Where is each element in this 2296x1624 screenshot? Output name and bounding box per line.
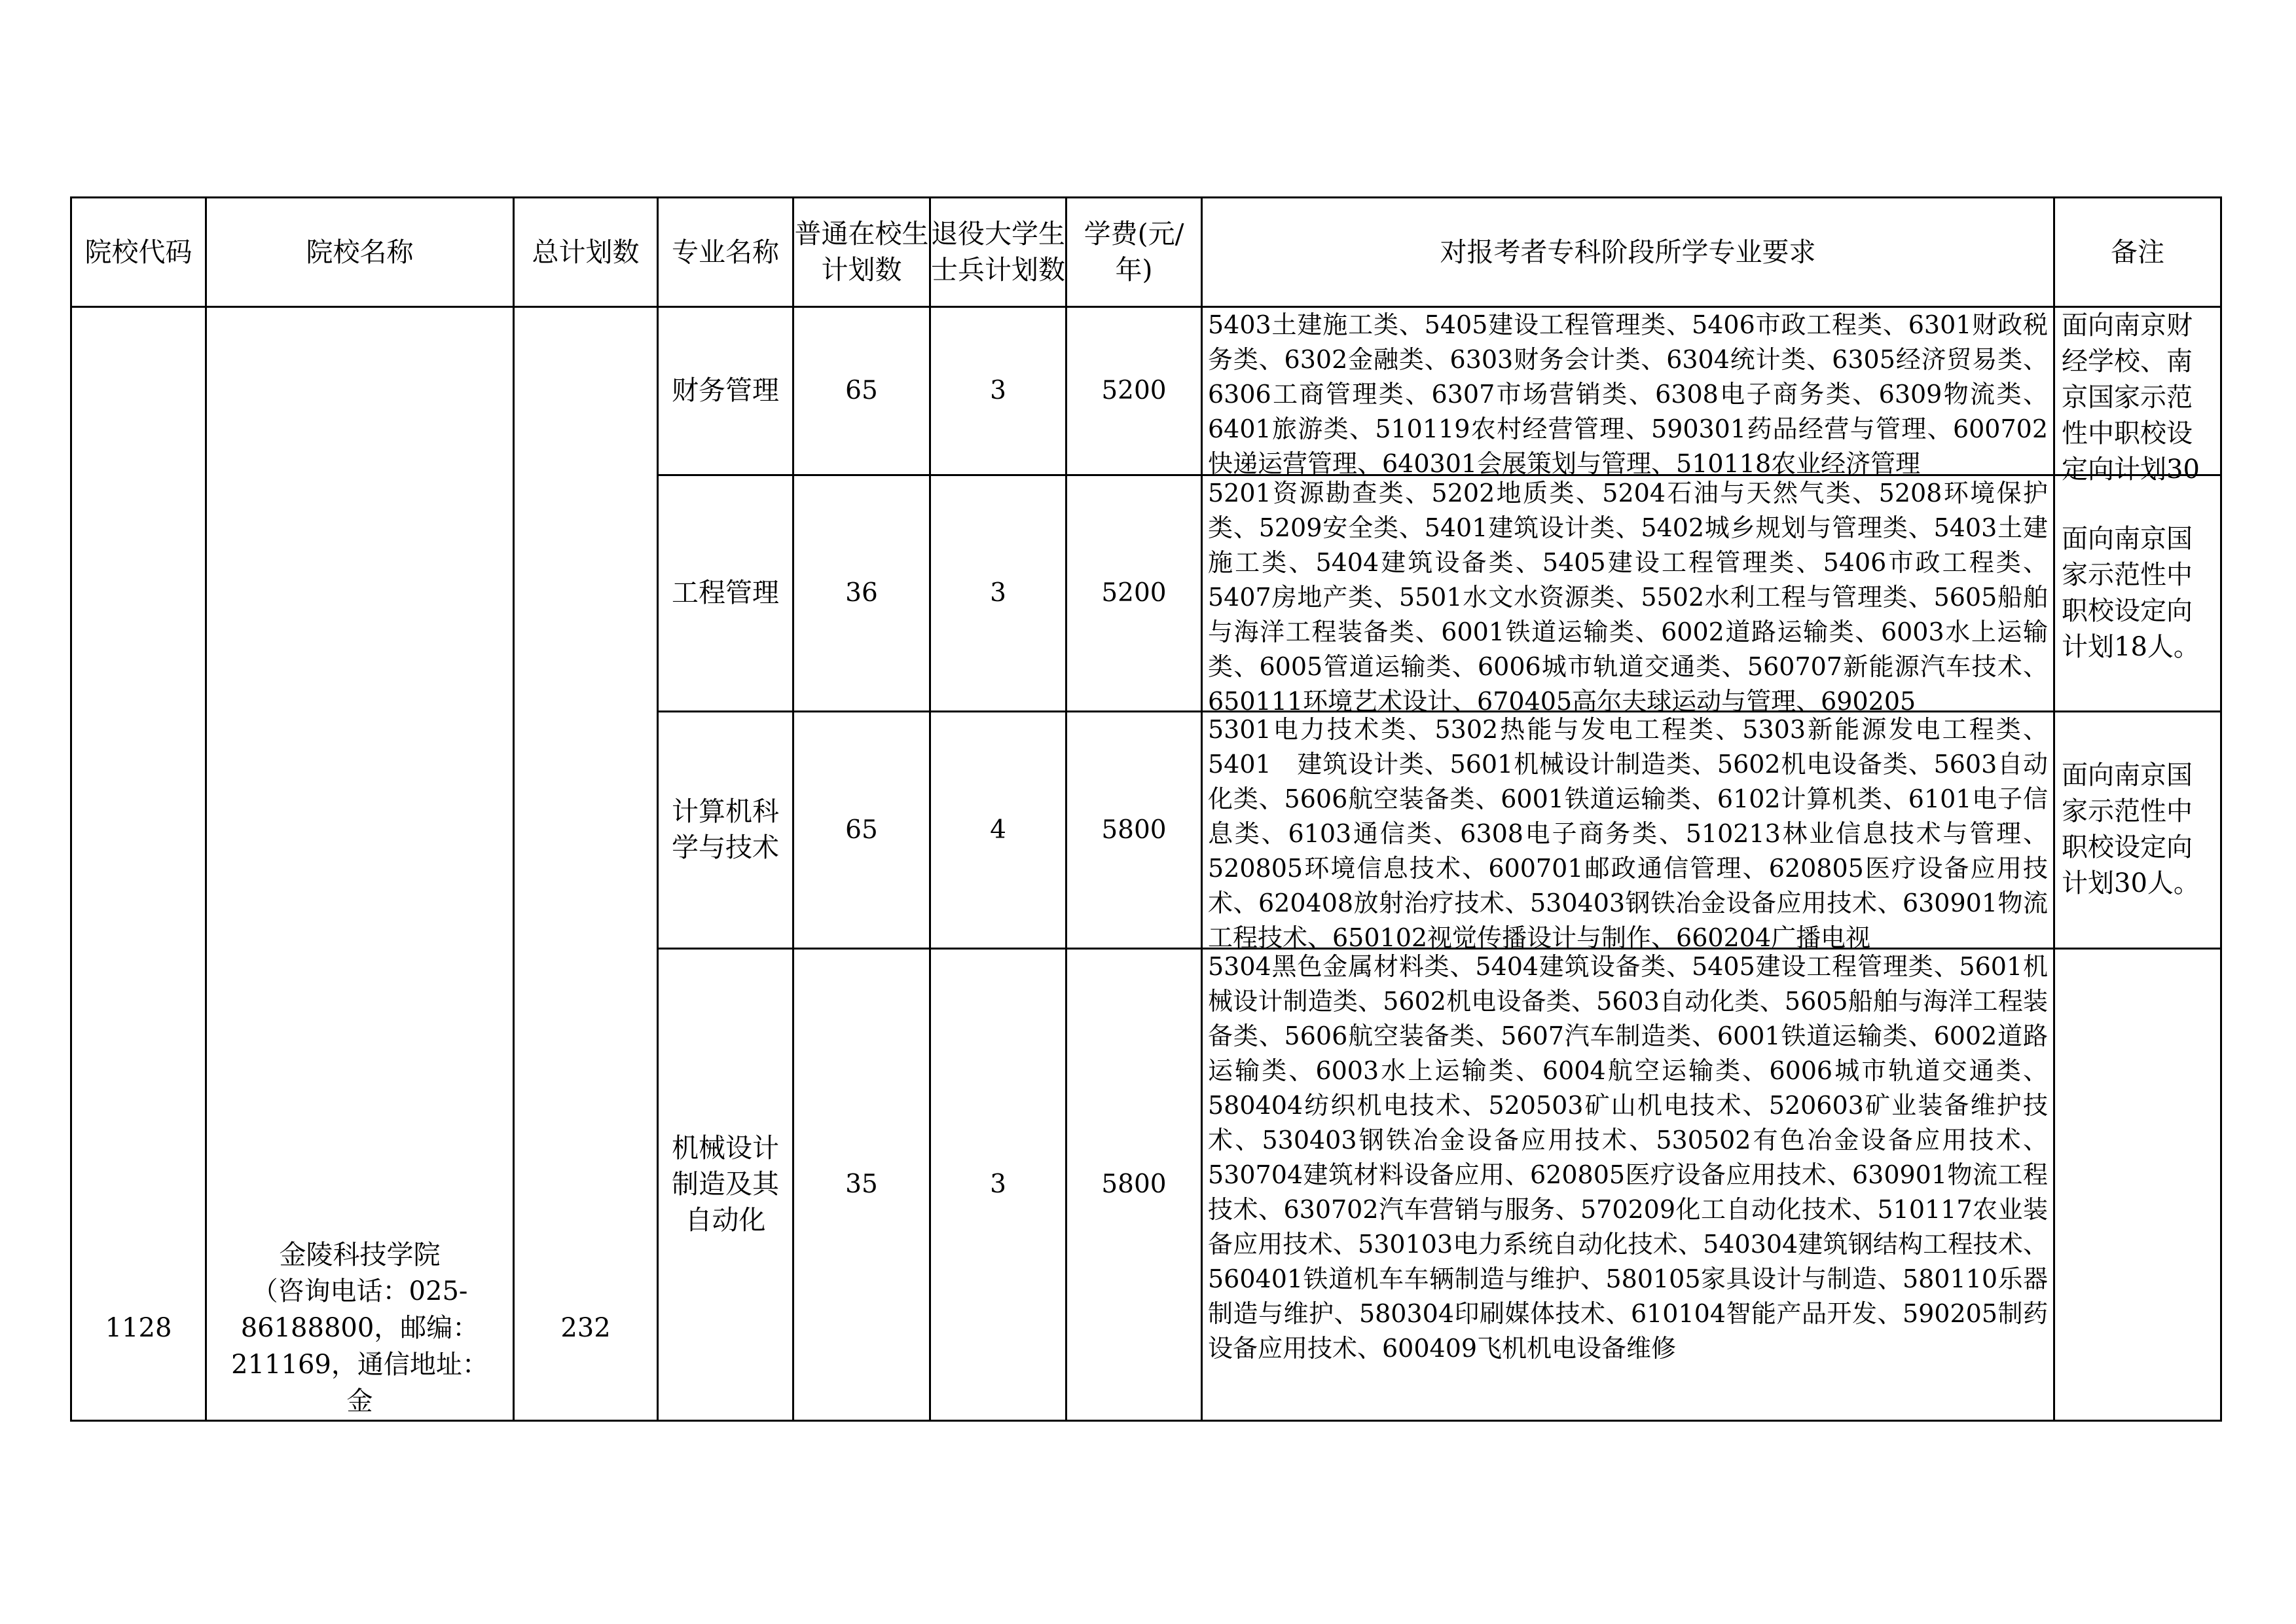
requirements-text: 5301电力技术类、5302热能与发电工程类、5303新能源发电工程类、5401 建筑设计类、5601机械设计制造类、5602机电设备类、5603自动化类、5606航空装备类、6001铁道运输类、6102计算机类、6101电子信息类、6103通信类、6308电子商务类、510213林业信息技术与管理、520805环境信息技术、600701邮政通信管理、620805医疗设备应用技术、620408放射治疗技术、530403钢铁冶金设备应用技术、630901物流工程技术、650102视觉传播设计与制作、660204广播电视 <box>1208 715 2048 953</box>
major-name: 计算机科学与技术 <box>658 712 793 949</box>
school-name-cell <box>206 307 514 1421</box>
remarks-text: 面向南京国家示范性中职校设定向计划18人。 <box>2062 523 2200 662</box>
veteran-plan: 3 <box>930 948 1066 1420</box>
requirements-text: 5403土建施工类、5405建设工程管理类、5406市政工程类、6301财政税务类、6302金融类、6303财务会计类、6304统计类、6305经济贸易类、6306工商管理类、6307市场营销类、6308电子商务类、6309物流类、6401旅游类、510119农村经营管理、590301药品经营与管理、600702快递运营管理、640301会展策划与管理、510118农业经济管理 <box>1208 310 2049 478</box>
header-school-name: 院校名称 <box>206 198 514 307</box>
tuition: 5800 <box>1066 712 1202 949</box>
requirements-text: 5304黑色金属材料类、5404建筑设备类、5405建设工程管理类、5601机械设计制造类、5602机电设备类、5603自动化类、5605船舶与海洋工程装备类、5606航空装备类、5607汽车制造类、6001铁道运输类、6002道路运输类、6003水上运输类、6004航空运输类、6006城市轨道交通类、580404纺织机电技术、520503矿山机电技术、520603矿业装备维护技术、530403钢铁冶金设备应用技术、530502有色冶金设备应用技术、530704建筑材料设备应用、620805医疗设备应用技术、630901物流工程技术、630702汽车营销与服务、570209化工自动化技术、510117农业装备应用技术、530103电力系统自动化技术、540304建筑钢结构工程技术、560401铁道机车车辆制造与维护、580105家具设计与制造、580110乐器制造与维护、580304印刷媒体技术、610104智能产品开发、590205制药设备应用技术、600409飞机机电设备维修 <box>1208 951 2048 1363</box>
school-name: 金陵科技学院 <box>279 1239 441 1270</box>
header-regular-plan: 普通在校生计划数 <box>793 198 930 307</box>
major-name: 财务管理 <box>658 307 793 475</box>
school-contact: （咨询电话：025-86188800，邮编：211169，通信地址：金 <box>231 1276 488 1416</box>
remarks-text: 面向南京国家示范性中职校设定向计划30人。 <box>2062 760 2200 899</box>
remarks-cell <box>2054 307 2221 485</box>
regular-plan: 65 <box>793 712 930 949</box>
regular-plan: 35 <box>793 948 930 1420</box>
remarks-cell <box>2054 712 2221 949</box>
admission-plan-table-container <box>70 196 2220 1416</box>
header-veteran-plan: 退役大学生士兵计划数 <box>930 198 1066 307</box>
requirements-cell <box>1202 475 2054 716</box>
table-row <box>71 307 2221 475</box>
requirements-cell <box>1202 948 2054 1420</box>
tuition: 5800 <box>1066 948 1202 1420</box>
requirements-cell <box>1202 307 2054 478</box>
remarks-cell <box>2054 475 2221 712</box>
tuition: 5200 <box>1066 307 1202 475</box>
veteran-plan: 3 <box>930 307 1066 475</box>
total-plan-cell <box>514 307 658 1421</box>
total-plan: 232 <box>560 1313 611 1343</box>
veteran-plan: 4 <box>930 712 1066 949</box>
tuition: 5200 <box>1066 475 1202 712</box>
major-name: 机械设计制造及其自动化 <box>658 948 793 1420</box>
requirements-cell <box>1202 712 2054 953</box>
header-major-name: 专业名称 <box>658 198 793 307</box>
header-requirements: 对报考者专科阶段所学专业要求 <box>1202 198 2054 307</box>
header-total-plan: 总计划数 <box>514 198 658 307</box>
major-name: 工程管理 <box>658 475 793 712</box>
school-code: 1128 <box>105 1313 172 1343</box>
regular-plan: 65 <box>793 307 930 475</box>
veteran-plan: 3 <box>930 475 1066 712</box>
header-school-code: 院校代码 <box>71 198 206 307</box>
header-remarks: 备注 <box>2054 198 2221 307</box>
header-row <box>71 198 2221 307</box>
requirements-text: 5201资源勘查类、5202地质类、5204石油与天然气类、5208环境保护类、5209安全类、5401建筑设计类、5402城乡规划与管理类、5403土建施工类、5404建筑设备类、5405建设工程管理类、5406市政工程类、5407房地产类、5501水文水资源类、5502水利工程与管理类、5605船舶与海洋工程装备类、6001铁道运输类、6002道路运输类、6003水上运输类、6005管道运输类、6006城市轨道交通类、560707新能源汽车技术、650111环境艺术设计、670405高尔夫球运动与管理、690205 <box>1208 478 2048 716</box>
header-tuition: 学费(元/年) <box>1066 198 1202 307</box>
admission-plan-table <box>70 196 2222 1422</box>
regular-plan: 36 <box>793 475 930 712</box>
school-code-cell <box>71 307 206 1421</box>
remarks-cell <box>2054 948 2221 1420</box>
remarks-text: 面向南京财经学校、南京国家示范性中职校设定向计划30 <box>2062 310 2200 485</box>
